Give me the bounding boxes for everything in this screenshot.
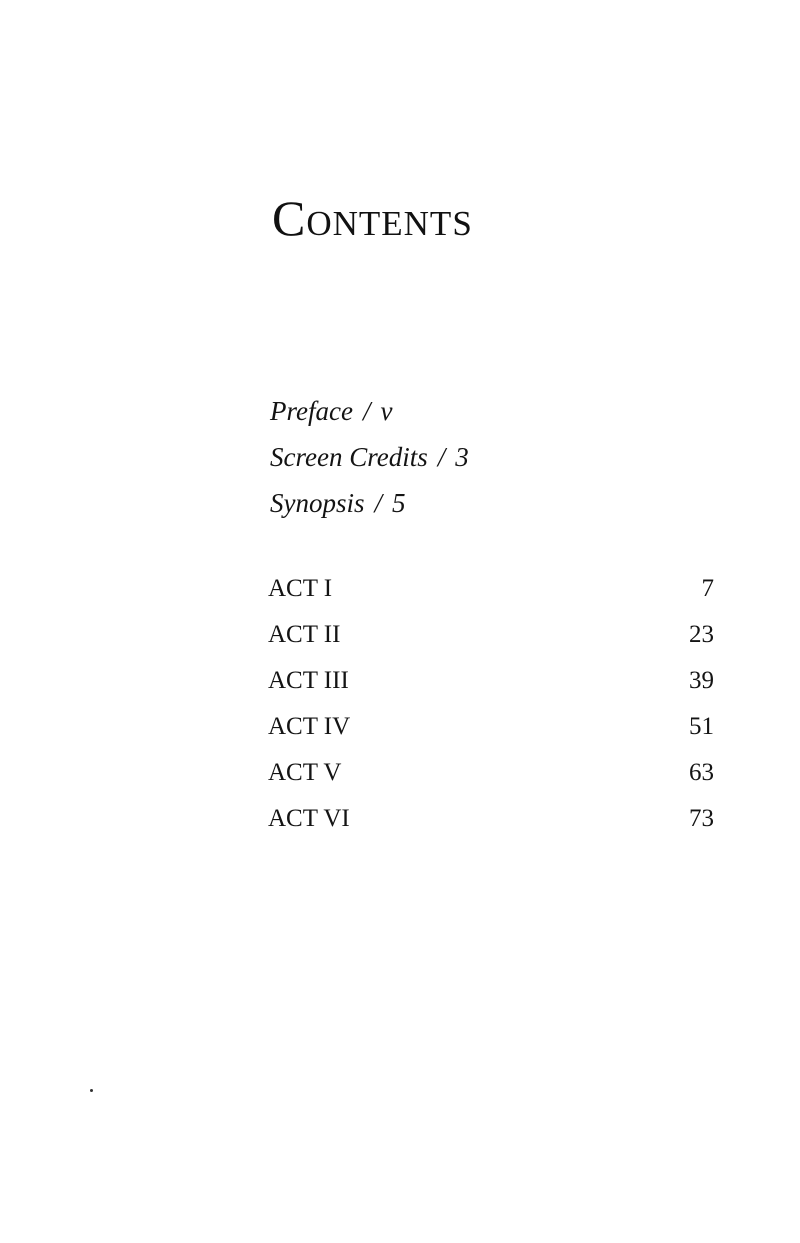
- front-matter-separator: /: [374, 488, 383, 518]
- front-matter-page: 3: [455, 442, 469, 472]
- act-page-number: 51: [689, 713, 714, 740]
- front-matter-item-preface[interactable]: [270, 388, 469, 434]
- act-label: ACT III: [268, 667, 349, 694]
- act-page-number: 63: [689, 759, 714, 786]
- act-page-number: 23: [689, 621, 714, 648]
- act-label: ACT II: [268, 621, 341, 648]
- act-row-4[interactable]: [268, 704, 714, 750]
- ink-speck: [90, 1089, 93, 1092]
- front-matter-page: v: [380, 396, 393, 426]
- act-row-5[interactable]: [268, 750, 714, 796]
- front-matter-separator: /: [437, 442, 446, 472]
- act-label: ACT VI: [268, 805, 350, 832]
- front-matter-label: Synopsis: [270, 488, 365, 518]
- act-row-6[interactable]: [268, 796, 714, 842]
- act-page-number: 39: [689, 667, 714, 694]
- front-matter-label: Screen Credits: [270, 442, 428, 472]
- front-matter-list: [270, 388, 469, 526]
- front-matter-item-screen-credits[interactable]: [270, 434, 469, 480]
- front-matter-page: 5: [392, 488, 406, 518]
- front-matter-separator: /: [362, 396, 371, 426]
- act-row-1[interactable]: [268, 566, 714, 612]
- act-row-3[interactable]: [268, 658, 714, 704]
- act-label: ACT I: [268, 575, 333, 602]
- act-page-number: 7: [701, 575, 714, 602]
- act-row-2[interactable]: [268, 612, 714, 658]
- act-label: ACT V: [268, 759, 342, 786]
- front-matter-item-synopsis[interactable]: [270, 480, 469, 526]
- act-page-number: 73: [689, 805, 714, 832]
- page-title: Contents: [272, 190, 473, 246]
- act-label: ACT IV: [268, 713, 351, 740]
- acts-list: [268, 566, 714, 842]
- front-matter-label: Preface: [270, 396, 353, 426]
